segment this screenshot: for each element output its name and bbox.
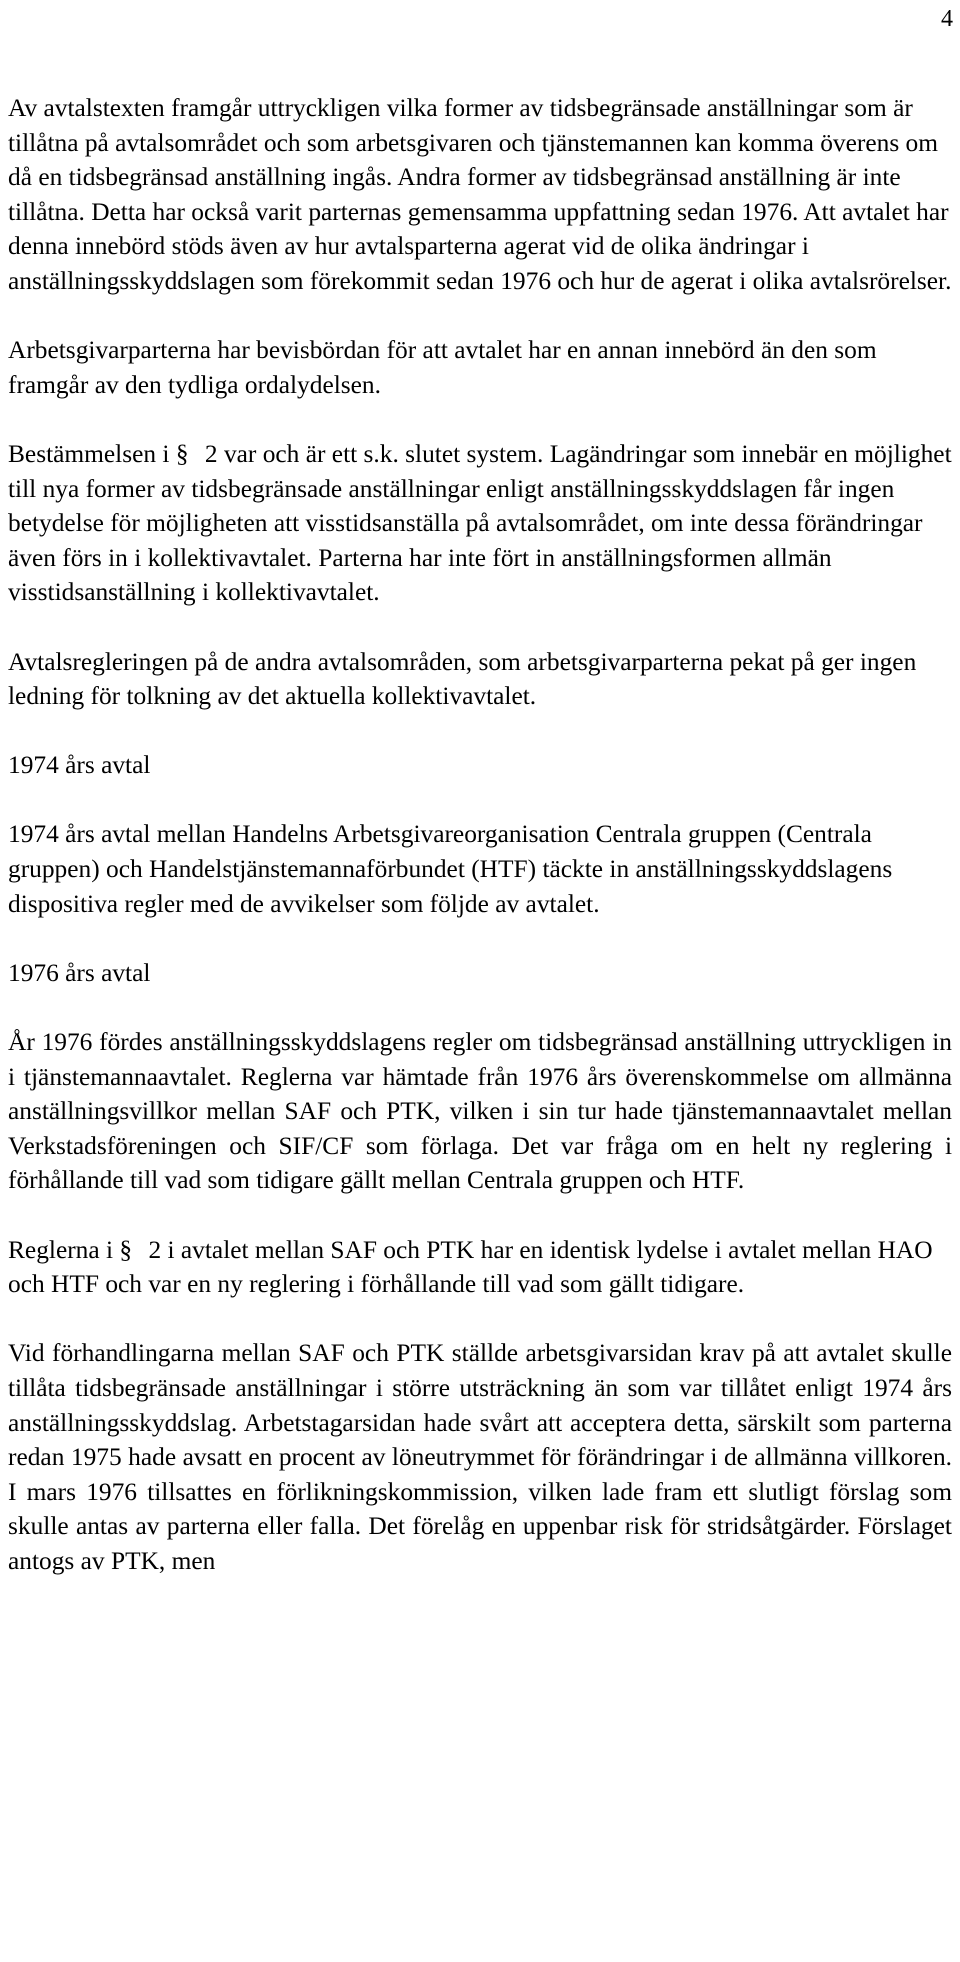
- paragraph-text: 2 var och är ett s.k. slutet system. Lagändringar som innebär en möjlighet till nya former av tidsbegränsade anställningar enligt anställningsskyddslagen får ingen betydelse för möjligheten att visstidsanställa på avtalsområdet, om inte dessa förändringar även förs in i kollektivavtalet. Parterna har inte fört in anställningsformen allmän visstidsanställning i kollektivavtalet.: [8, 439, 952, 607]
- paragraph-1976: År 1976 fördes anställningsskyddslagens regler om tidsbegränsad anställning uttryckligen in i tjänstemannaavtalet. Reglerna var hämtade från 1976 års överenskommelse om allmänna anställningsvillkor mellan SAF och PTK, vilken i sin tur hade tjänstemannaavtalet mellan Verkstadsföreningen och SIF/CF som förlaga. Det var fråga om en helt ny reglering i förhållande till vad som tidigare gällt mellan Centrala gruppen och HTF.: [8, 1028, 952, 1195]
- paragraph-bevisborda: Arbetsgivarparterna har bevisbördan för att avtalet har en annan innebörd än den som framgår av den tydliga ordalydelsen.: [8, 336, 877, 399]
- document-body: [8, 91, 952, 1579]
- section-symbol: §: [119, 1235, 133, 1264]
- paragraph-avtalsregleringen: Avtalsregleringen på de andra avtalsområden, som arbetsgivarparterna pekat på ger ingen ledning för tolkning av det aktuella kollektivavtalet.: [8, 647, 917, 711]
- paragraph-text: 2 i avtalet mellan SAF och PTK har en identisk lydelse i avtalet mellan HAO och HTF och var en ny reglering i förhållande till vad som gällt tidigare.: [8, 1235, 933, 1299]
- heading-1976: 1976 års avtal: [8, 958, 151, 987]
- paragraph-reglerna: [8, 1233, 952, 1302]
- paragraph-bestammelsen: [8, 437, 952, 610]
- page-number: 4: [941, 6, 953, 32]
- paragraph-avtalstexten: Av avtalstexten framgår uttryckligen vilka former av tidsbegränsade anställningar som är tillåtna på avtalsområdet och som arbetsgivaren och tjänstemannen kan komma överens om då en tidsbegränsad anställning ingås. Andra former av tidsbegränsad anställning är inte tillåtna. Detta har också varit parternas gemensamma uppfattning sedan 1976. Att avtalet har denna innebörd stöds även av hur avtalsparterna agerat vid de olika ändringar i anställningsskyddslagen som förekommit sedan 1976 och hur de agerat i olika avtalsrörelser.: [8, 94, 952, 295]
- heading-1974: 1974 års avtal: [8, 751, 151, 780]
- paragraph-forhandlingarna: Vid förhandlingarna mellan SAF och PTK ställde arbetsgivarsidan krav på att avtalet skulle tillåta tidsbegränsade anställningar i större utsträckning än som var tillåtet enligt 1974 års anställningsskyddslag. Arbetstagarsidan hade svårt att acceptera detta, särskilt som parterna redan 1975 hade avsatt en procent av löneutrymmet för förändringar i de allmänna villkoren. I mars 1976 tillsattes en förlikningskommission, vilken lade fram ett slutligt förslag som skulle antas av parterna eller falla. Det förelåg en uppenbar risk för stridsåtgärder. Förslaget antogs av PTK, men: [8, 1339, 952, 1575]
- paragraph-text: Reglerna i: [8, 1235, 114, 1264]
- paragraph-text: Bestämmelsen i: [8, 439, 170, 468]
- section-symbol: §: [175, 439, 189, 468]
- paragraph-1974: 1974 års avtal mellan Handelns Arbetsgivareorganisation Centrala gruppen (Centrala gruppen) och Handelstjänstemannaförbundet (HTF) täckte in anställningsskyddslagens dispositiva regler med de avvikelser som följde av avtalet.: [8, 820, 893, 918]
